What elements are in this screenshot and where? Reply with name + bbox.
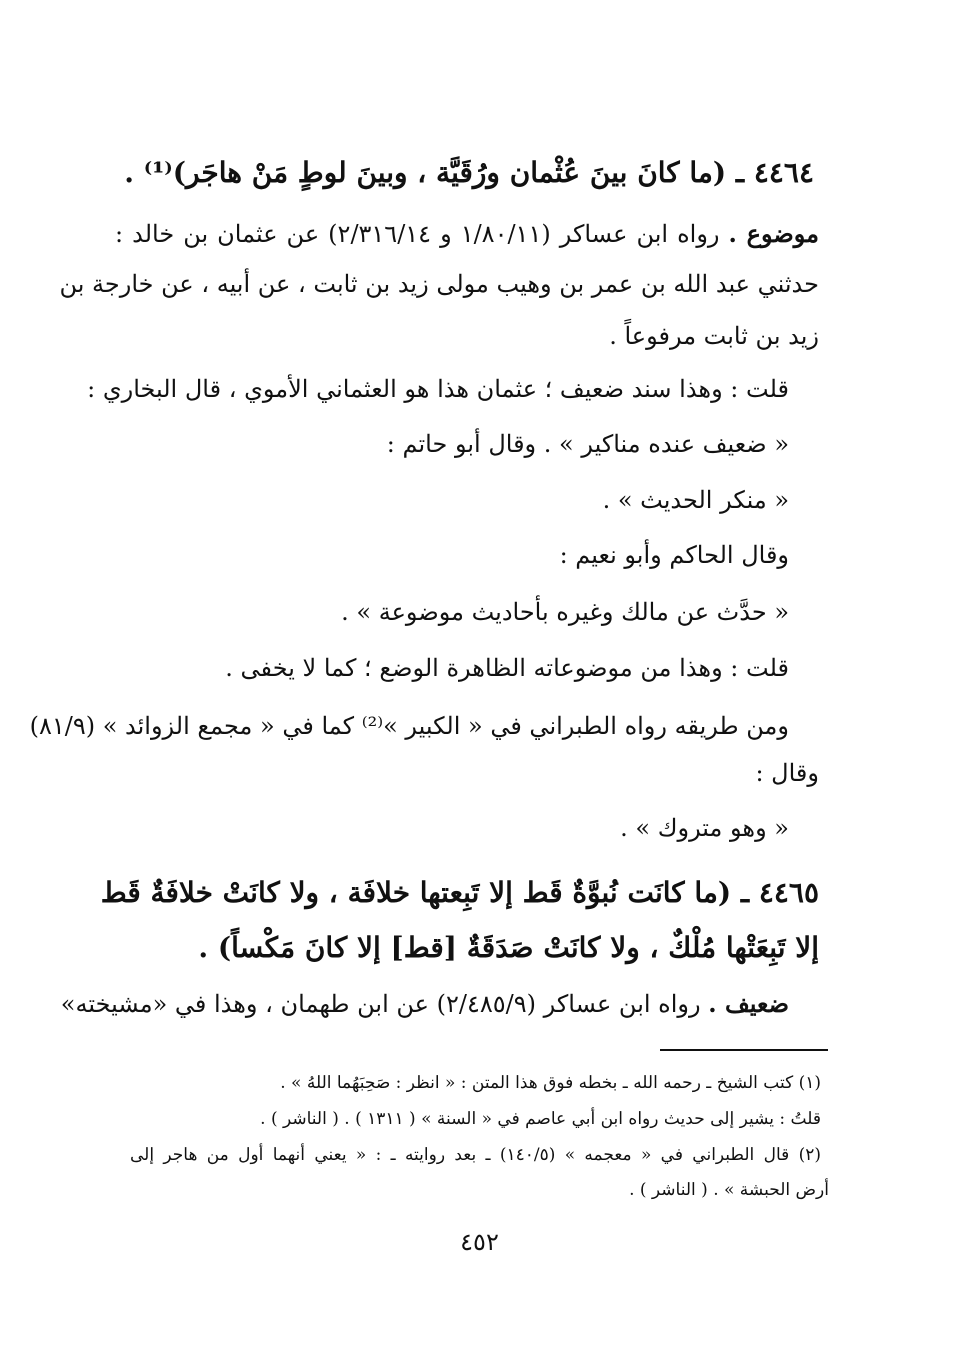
hadith-4464-line-4: قلت : وهذا سند ضعيف ؛ عثمان هذا هو العثماني الأموي ، قال البخاري : xyxy=(87,375,789,403)
hadith-4464-line-12: « وهو متروك » . xyxy=(620,814,789,842)
hadith-4464-line-5: « ضعيف عنده مناكير » . وقال أبو حاتم : xyxy=(386,430,789,458)
page-number: ٤٥٢ xyxy=(460,1228,499,1256)
hadith-4464-heading: ٤٤٦٤ ـ (ما كانَ بينَ عُثْمان ورُقَيَّة ، وبينَ لوطٍ مَنْ هاجَر)⁽¹⁾ . xyxy=(124,156,814,189)
hadith-4465-source: رواه ابن عساكر (٢/٤٨٥/٩) عن ابن طهمان ، وهذا في «مشيخته» xyxy=(60,990,701,1018)
hadith-4464-line-10: ومن طريقه رواه الطبراني في « الكبير »⁽²⁾ كما في « مجمع الزوائد » (٨١/٩) xyxy=(29,712,789,740)
footnote-1-line-2: قلتُ : يشير إلى حديث رواه ابن أبي عاصم في « السنة » ( ١٣١١ ) . ( الناشر ) . xyxy=(260,1109,821,1129)
footnote-separator xyxy=(660,1049,828,1051)
hadith-4464-line-1 xyxy=(115,218,819,250)
hadith-4464-line-9: قلت : وهذا من موضوعاته الظاهرة الوضع ؛ كما لا يخفى . xyxy=(225,654,789,682)
hadith-4465-heading-line-1: ٤٤٦٥ ـ (ما كانَت نُبوَّةٌ قَط إلا تَبِعتها خلافَة ، ولا كانَتْ خلافَةٌ قَط xyxy=(100,876,819,909)
hadith-4464-line-8: « حدَّث عن مالك وغيره بأحاديث موضوعة » . xyxy=(341,598,789,626)
hadith-4464-source: رواه ابن عساكر (١/٨٠/١١ و ٢/٣١٦/١٤) عن عثمان بن خالد : xyxy=(115,220,720,248)
footnote-2-line-1: (٢) قال الطبراني في « معجمه » (١٤٠/٥) ـ بعد روايته ـ : « يعني أنهما أول من هاجر إلى xyxy=(130,1145,821,1165)
hadith-4464-line-6: « منكر الحديث » . xyxy=(602,486,789,514)
hadith-4464-grade: موضوع . xyxy=(728,219,820,248)
hadith-4464-line-11: وقال : xyxy=(755,759,819,787)
hadith-4464-line-7: وقال الحاكم وأبو نعيم : xyxy=(559,541,789,569)
hadith-4465-line-1 xyxy=(60,988,789,1020)
hadith-4465-grade: ضعيف . xyxy=(708,989,789,1018)
hadith-4465-heading-line-2: إلا تَبِعَتْها مُلْكٌ ، ولا كانَتْ صَدَقَةٌ [قط] إلا كانَ مَكْساً) . xyxy=(198,931,819,964)
hadith-4464-line-2: حدثني عبد الله بن عمر بن وهيب مولى زيد بن ثابت ، عن أبيه ، عن خارجة بن xyxy=(59,270,819,298)
footnote-1-line-1: (١) كتب الشيخ ـ رحمه الله ـ بخطه فوق هذا المتن : « انظر : صَحِبَهُما اللهُ » . xyxy=(280,1073,821,1093)
hadith-4464-line-3: زيد بن ثابت مرفوعاً . xyxy=(609,322,819,350)
footnote-2-line-2: أرض الحبشة » . ( الناشر ) . xyxy=(629,1180,829,1200)
